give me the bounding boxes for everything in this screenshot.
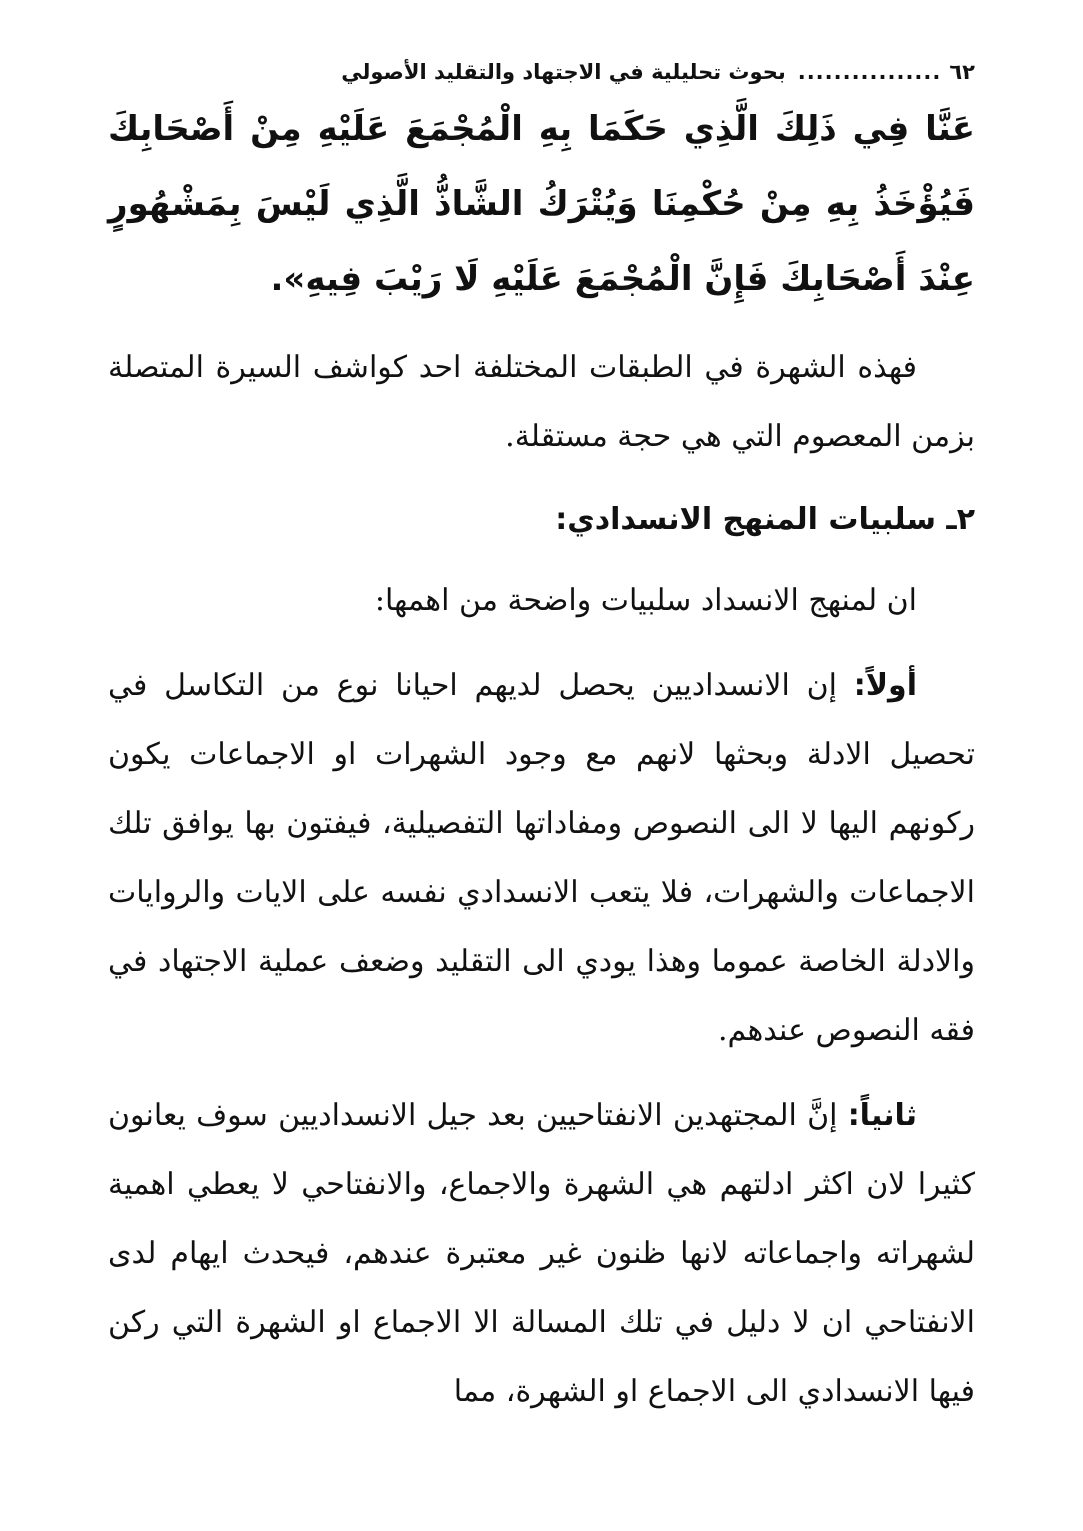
book-title: بحوث تحليلية في الاجتهاد والتقليد الأصولي — [341, 60, 786, 84]
paragraph-shuhra: فهذه الشهرة في الطبقات المختلفة احد كواشف السيرة المتصلة بزمن المعصوم التي هي حجة مستقلة. — [108, 350, 975, 454]
point-first — [108, 651, 975, 1065]
point-first-label: أولاً: — [853, 668, 917, 703]
point-second — [108, 1081, 975, 1426]
point-second-label: ثانياً: — [847, 1098, 917, 1133]
section-heading: ٢ـ سلبيات المنهج الانسدادي: — [555, 502, 975, 537]
point-first-text: إن الانسداديين يحصل لديهم احيانا نوع من التكاسل في تحصيل الادلة وبحثها لانهم مع وجود الشهرات او الاجماعات يكون ركونهم اليها لا الى النصوص ومفاداتها التفصيلية، فيفتون بها يوافق تلك الاجماعات والشهرات، فلا يتعب الانسدادي نفسه على الايات والروايات والادلة الخاصة عموما وهذا يودي الى التقليد وضعف عملية الاجتهاد في فقه النصوص عندهم. — [108, 668, 975, 1048]
header-dot-leader: ................ — [797, 60, 942, 84]
point-second-text: إنَّ المجتهدين الانفتاحيين بعد جيل الانسداديين سوف يعانون كثيرا لان اكثر ادلتهم هي الشهرة والاجماع، والانفتاحي لا يعطي اهمية لشهراته واجماعاته لانها ظنون غير معتبرة عندهم، فيحدث ايهام لدى الانفتاحي ان لا دليل في تلك المسالة الا الاجماع او الشهرة التي ركن فيها الانسدادي الى الاجماع او الشهرة، مما — [108, 1098, 975, 1409]
intro-paragraph: ان لمنهج الانسداد سلبيات واضحة من اهمها: — [374, 583, 917, 618]
running-header — [108, 52, 975, 92]
page-number: ٦٢ — [949, 60, 975, 84]
quoted-hadith-text: عَنَّا فِي ذَلِكَ الَّذِي حَكَمَا بِهِ الْمُجْمَعَ عَلَيْهِ مِنْ أَصْحَابِكَ فَيُؤْخَذُ بِهِ مِنْ حُكْمِنَا وَيُتْرَكُ الشَّاذُّ الَّذِي لَيْسَ بِمَشْهُورٍ عِنْدَ أَصْحَابِكَ فَإِنَّ الْمُجْمَعَ عَلَيْهِ لَا رَيْبَ فِيهِ». — [108, 109, 975, 299]
